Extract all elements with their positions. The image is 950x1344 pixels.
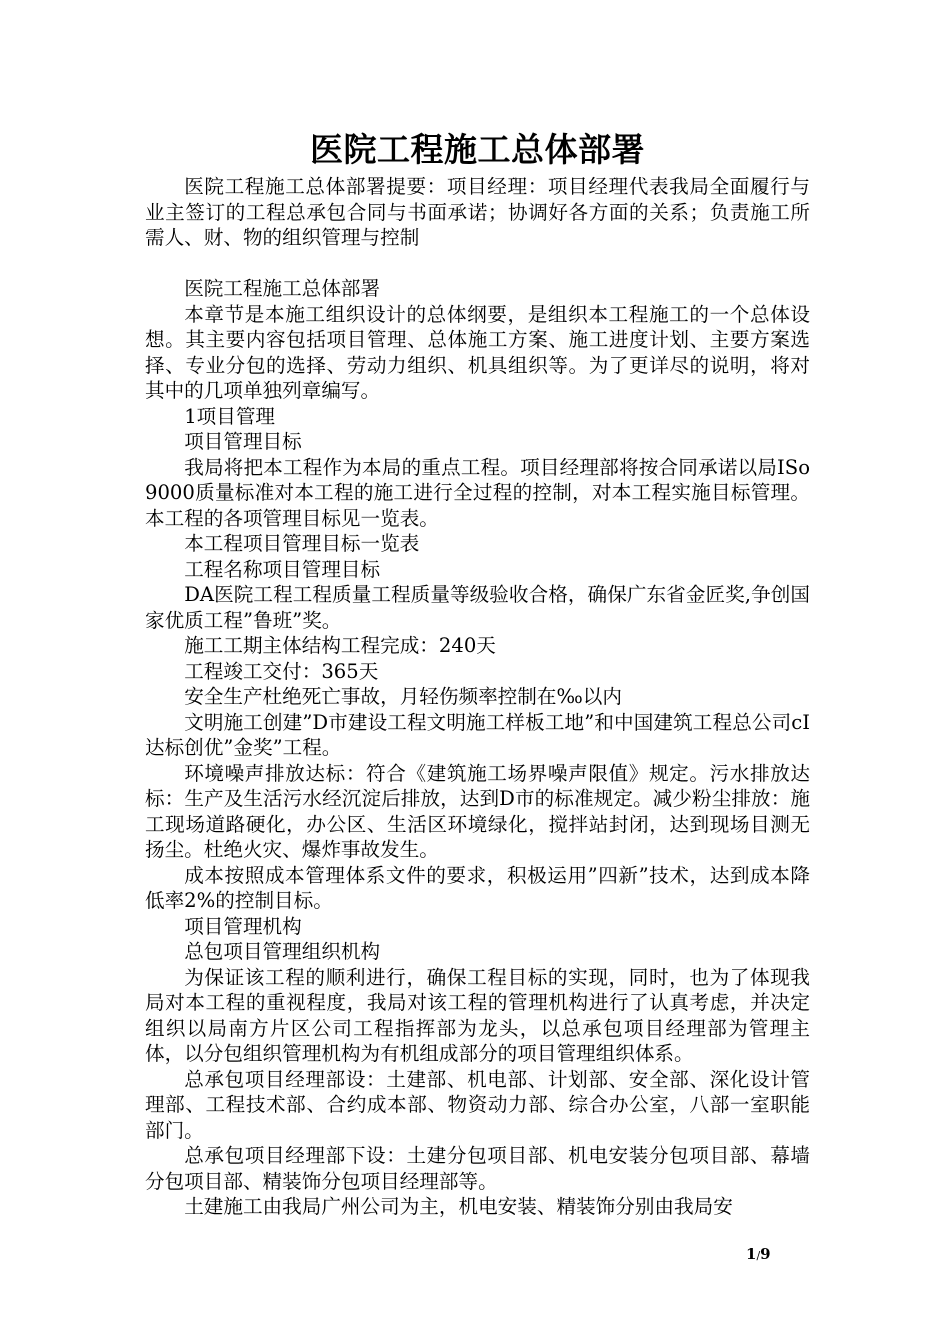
paragraph-completion-goal: 工程竣工交付：365天 xyxy=(184,659,379,683)
paragraph-civil-construction: 土建施工由我局广州公司为主，机电安装、精装饰分别由我局安 xyxy=(184,1195,733,1218)
section-heading-project-management: 1项目管理 xyxy=(184,404,276,428)
paragraph-organization: 为保证该工程的顺利进行，确保工程目标的实现，同时，也为了体现我局对本工程的重视程度，我局对该工程的管理机构进行了认真考虑，并决定组织以局南方片区公司工程指挥部为龙头，以总承包项目经理部为管理主体，以分包组织管理机构为有机组成部分的项目管理组织体系。 xyxy=(145,965,810,1065)
paragraph-goal-table-header: 工程名称项目管理目标 xyxy=(184,557,381,581)
page-number-total: 9 xyxy=(760,1245,771,1263)
paragraph-goal-table-title: 本工程项目管理目标一览表 xyxy=(184,532,420,555)
paragraph-cost-goal: 成本按照成本管理体系文件的要求，积极运用”四新”技术，达到成本降低率2%的控制目标。 xyxy=(145,863,810,912)
page-title: 医院工程施工总体部署 xyxy=(310,130,645,169)
paragraph-heading: 医院工程施工总体部署 xyxy=(184,277,381,300)
document-body xyxy=(145,128,810,1220)
page-number-current: 1 xyxy=(746,1245,757,1263)
paragraph-intro: 本章节是本施工组织设计的总体纲要，是组织本工程施工的一个总体设想。其主要内容包括项目管理、总体施工方案、施工进度计划、主要方案选择、专业分包的选择、劳动力组织、机具组织等。为了更详尽的说明，将对其中的几项单独列章编写。 xyxy=(145,302,810,402)
paragraph-environment-goal: 环境噪声排放达标：符合《建筑施工场界噪声限值》规定。污水排放达标：生产及生活污水经沉淀后排放，达到D市的标准规定。减少粉尘排放：施工现场道路硬化，办公区、生活区环境绿化，搅拌站封闭，达到现场目测无扬尘。杜绝火灾、爆炸事故发生。 xyxy=(145,761,810,861)
blank-line xyxy=(145,251,810,277)
subheading-general-contract-organization: 总包项目管理组织机构 xyxy=(184,940,381,963)
subheading-management-goals: 项目管理目标 xyxy=(184,430,302,453)
paragraph-safety-goal: 安全生产杜绝死亡事故，月轻伤频率控制在‰以内 xyxy=(184,685,622,708)
paragraph-summary: 医院工程施工总体部署提要：项目经理：项目经理代表我局全面履行与业主签订的工程总承包合同与书面承诺；协调好各方面的关系；负责施工所需人、财、物的组织管理与控制 xyxy=(145,175,810,249)
paragraph-departments: 总承包项目经理部设：土建部、机电部、计划部、安全部、深化设计管理部、工程技术部、合约成本部、物资动力部、综合办公室，八部一室职能部门。 xyxy=(145,1067,810,1142)
subheading-management-organization: 项目管理机构 xyxy=(184,914,302,938)
page-number xyxy=(746,1245,771,1263)
paragraph-quality-goal: DA医院工程工程质量工程质量等级验收合格，确保广东省金匠奖,争创国家优质工程”鲁班”奖。 xyxy=(145,583,810,632)
paragraph-goals: 我局将把本工程作为本局的重点工程。项目经理部将按合同承诺以局ISo9000质量标准对本工程的施工进行全过程的控制，对本工程实施目标管理。本工程的各项管理目标见一览表。 xyxy=(145,455,810,530)
paragraph-civilized-goal: 文明施工创建”D市建设工程文明施工样板工地”和中国建筑工程总公司cI达标创优”金奖”工程。 xyxy=(145,710,810,759)
paragraph-schedule-goal: 施工工期主体结构工程完成：240天 xyxy=(184,634,496,657)
page-number-separator: / xyxy=(756,1249,761,1262)
paragraph-sub-departments: 总承包项目经理部下设：土建分包项目部、机电安装分包项目部、幕墙分包项目部、精装饰分包项目经理部等。 xyxy=(145,1144,810,1193)
